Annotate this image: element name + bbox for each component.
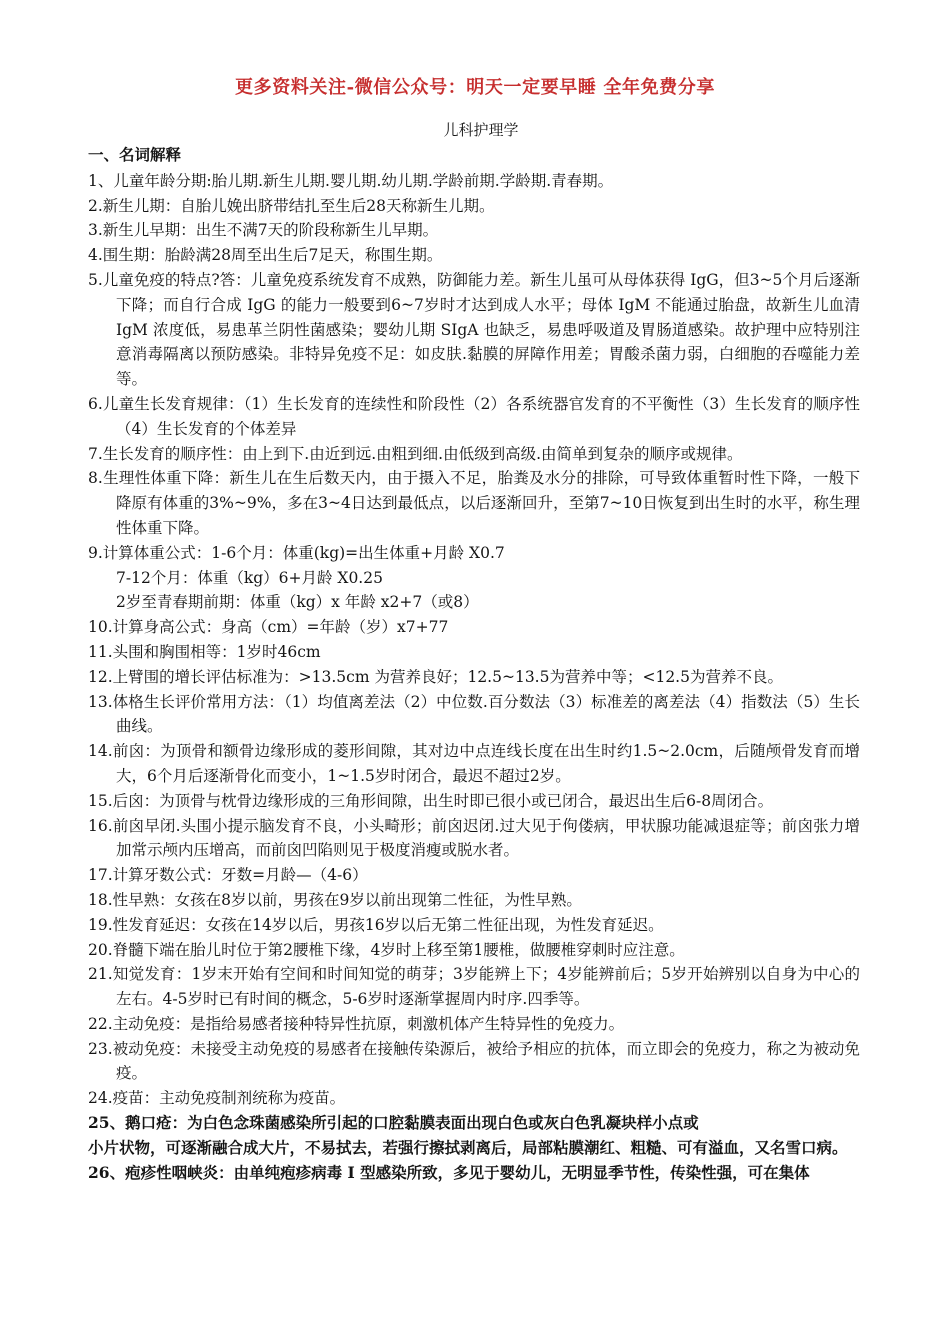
term-item-13: 13.体格生长评价常用方法：（1）均值离差法（2）中位数.百分数法（3）标准差的离差法（4）指数法（5）生长曲线。 xyxy=(88,692,860,736)
term-item-15: 15.后囟：为顶骨与枕骨边缘形成的三角形间隙，出生时即已很小或已闭合，最迟出生后6-8周闭合。 xyxy=(88,791,774,810)
term-item-6: 6.儿童生长发育规律：（1）生长发育的连续性和阶段性（2）各系统器官发育的不平衡性（3）生长发育的顺序性（4）生长发育的个体差异 xyxy=(88,394,860,438)
term-item-3: 3.新生儿早期：出生不满7天的阶段称新生儿早期。 xyxy=(88,221,439,240)
term-item-1: 1、儿童年龄分期:胎儿期.新生儿期.婴儿期.幼儿期.学龄前期.学龄期.青春期。 xyxy=(88,171,614,190)
term-item-25-group xyxy=(88,1111,860,1161)
term-item-7: 7.生长发育的顺序性：由上到下.由近到远.由粗到细.由低级到高级.由简单到复杂的顺序或规律。 xyxy=(88,444,743,463)
term-item-25-line-2: 小片状物，可逐渐融合成大片，不易拭去，若强行擦拭剥离后，局部粘膜潮红、粗糙、可有溢血，又名雪口病。 xyxy=(88,1137,848,1157)
section-heading: 一、名词解释 xyxy=(88,145,182,164)
term-item-21: 21.知觉发育：1岁末开始有空间和时间知觉的萌芽；3岁能辨上下；4岁能辨前后；5岁开始辨别以自身为中心的左右。4-5岁时已有时间的概念，5-6岁时逐渐掌握周内时序.四季等。 xyxy=(88,965,860,1009)
term-item-24: 24.疫苗：主动免疫制剂统称为疫苗。 xyxy=(88,1089,346,1108)
term-item-22: 22.主动免疫：是指给易感者接种特异性抗原，刺激机体产生特异性的免疫力。 xyxy=(88,1014,625,1033)
term-item-8: 8.生理性体重下降：新生儿在生后数天内，由于摄入不足，胎粪及水分的排除，可导致体重暂时性下降，一般下降原有体重的3%~9%，多在3~4日达到最低点，以后逐渐回升，至第7~10日恢复到出生时的水平，称生理性体重下降。 xyxy=(88,469,860,537)
term-item-2: 2.新生儿期：自胎儿娩出脐带结扎至生后28天称新生儿期。 xyxy=(88,196,495,215)
term-item-11: 11.头围和胸围相等：1岁时46cm xyxy=(88,642,321,661)
term-item-18: 18.性早熟：女孩在8岁以前，男孩在9岁以前出现第二性征，为性早熟。 xyxy=(88,890,582,909)
term-item-10: 10.计算身高公式：身高（cm）=年龄（岁）x7+77 xyxy=(88,618,449,637)
term-item-19: 19.性发育延迟：女孩在14岁以后，男孩16岁以后无第二性征出现，为性发育延迟。 xyxy=(88,915,664,934)
term-item-5: 5.儿童免疫的特点?答：儿童免疫系统发育不成熟，防御能力差。新生儿虽可从母体获得 IgG，但3~5个月后逐渐下降；而自行合成 IgG 的能力一般要到6~7岁时才达到成人水平；母体 IgM 不能通过胎盘，故新生儿血清 IgM 浓度低，易患革兰阴性菌感染；婴幼儿期 SIgA 也缺乏，易患呼吸道及胃肠道感染。故护理中应特别注意消毒隔离以预防感染。非特异免疫不足：如皮肤.黏膜的屏障作用差；胃酸杀菌力弱，白细胞的吞噬能力差等。 xyxy=(88,270,860,389)
term-item-9: 9.计算体重公式：1-6个月：体重(kg)=出生体重+月龄 X0.7 xyxy=(88,543,505,562)
term-item-17: 17.计算牙数公式：牙数=月龄—（4-6） xyxy=(88,866,368,885)
term-item-4: 4.围生期：胎龄满28周至出生后7足天，称围生期。 xyxy=(88,246,443,265)
term-item-25-line-1: 25、鹅口疮：为白色念珠菌感染所引起的口腔黏膜表面出现白色或灰白色乳凝块样小点或 xyxy=(88,1113,699,1133)
promo-banner: 更多资料关注-微信公众号：明天一定要早睡 全年免费分享 xyxy=(235,77,715,98)
formula-subline-1: 7-12个月：体重（kg）6+月龄 X0.25 xyxy=(116,568,383,587)
formula-subline-2: 2岁至青春期前期：体重（kg）x 年龄 x2+7（或8） xyxy=(116,593,479,612)
term-item-12: 12.上臂围的增长评估标准为：>13.5cm 为营养良好；12.5~13.5为营养中等；<12.5为营养不良。 xyxy=(88,667,783,686)
document-title: 儿科护理学 xyxy=(443,121,519,139)
term-item-20: 20.脊髓下端在胎儿时位于第2腰椎下缘，4岁时上移至第1腰椎，做腰椎穿刺时应注意。 xyxy=(88,940,685,959)
term-item-16: 16.前囟早闭.头围小提示脑发育不良，小头畸形；前囟迟闭.过大见于佝偻病，甲状腺功能减退症等；前囟张力增加常示颅内压增高，而前囟凹陷则见于极度消瘦或脱水者。 xyxy=(88,816,860,860)
term-item-26: 26、疱疹性咽峡炎：由单纯疱疹病毒 I 型感染所致，多见于婴幼儿，无明显季节性，传染性强，可在集体 xyxy=(88,1162,810,1182)
term-item-14: 14.前囟：为顶骨和额骨边缘形成的菱形间隙，其对边中点连线长度在出生时约1.5~2.0cm，后随颅骨发育而增大，6个月后逐渐骨化而变小，1~1.5岁时闭合，最迟不超过2岁。 xyxy=(88,742,860,785)
term-item-9-group xyxy=(88,541,860,615)
term-item-23: 23.被动免疫：未接受主动免疫的易感者在接触传染源后，被给予相应的抗体，而立即会的免疫力，称之为被动免疫。 xyxy=(88,1039,860,1083)
content-body xyxy=(88,143,860,1185)
